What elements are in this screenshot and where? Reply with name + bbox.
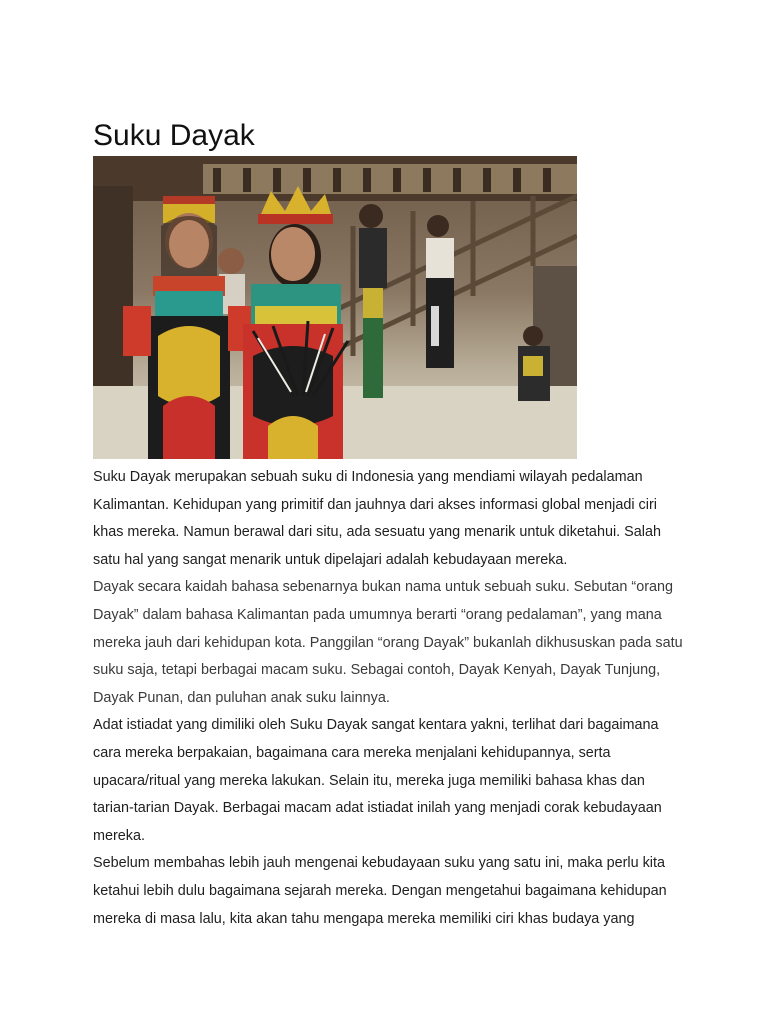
paragraph-line: Sebelum membahas lebih jauh mengenai kebudayaan suku yang satu ini, maka perlu kita bbox=[93, 855, 665, 872]
paragraph-line: khas mereka. Namun berawal dari situ, ada sesuatu yang menarik untuk diketahui. Salah bbox=[93, 524, 661, 541]
dayak-children-photo bbox=[93, 156, 577, 459]
paragraph-3 bbox=[93, 712, 693, 850]
paragraph-line: mereka di masa lalu, kita akan tahu mengapa mereka memiliki ciri khas budaya yang bbox=[93, 910, 635, 927]
paragraph-4 bbox=[93, 850, 693, 933]
paragraph-line: Dayak secara kaidah bahasa sebenarnya bukan nama untuk sebuah suku. Sebutan “orang bbox=[93, 579, 674, 596]
paragraph-line: Dayak” dalam bahasa Kalimantan pada umumnya berarti “orang pedalaman”, yang mana bbox=[93, 606, 662, 623]
paragraph-line: Kalimantan. Kehidupan yang primitif dan jauhnya dari akses informasi global menjadi ciri bbox=[93, 496, 657, 513]
paragraph-line: suku saja, tetapi berbagai macam suku. Sebagai contoh, Dayak Kenyah, Dayak Tunjung, bbox=[93, 662, 661, 679]
paragraph-line: mereka. bbox=[93, 827, 145, 844]
document-title: Suku Dayak bbox=[93, 119, 255, 152]
paragraph-line: tarian-tarian Dayak. Berbagai macam adat istiadat inilah yang menjadi corak kebudayaan bbox=[93, 800, 662, 817]
document-page bbox=[93, 116, 693, 933]
paragraph-line: Dayak Punan, dan puluhan anak suku lainnya. bbox=[93, 689, 390, 706]
paragraph-line: satu hal yang sangat menarik untuk dipelajari adalah kebudayaan mereka. bbox=[93, 551, 568, 568]
paragraph-line: Suku Dayak merupakan sebuah suku di Indonesia yang mendiami wilayah pedalaman bbox=[93, 469, 643, 485]
paragraph-line: Adat istiadat yang dimiliki oleh Suku Dayak sangat kentara yakni, terlihat dari bagaimana bbox=[93, 717, 659, 734]
paragraph-2 bbox=[93, 574, 693, 712]
paragraph-line: ketahui lebih dulu bagaimana sejarah mereka. Dengan mengetahui bagaimana kehidupan bbox=[93, 882, 667, 899]
paragraph-line: mereka jauh dari kehidupan kota. Panggilan “orang Dayak” bukanlah dikhususkan pada satu bbox=[93, 634, 683, 651]
paragraph-1 bbox=[93, 464, 693, 574]
paragraph-line: upacara/ritual yang mereka lakukan. Selain itu, mereka juga memiliki bahasa khas dan bbox=[93, 772, 645, 789]
paragraph-line: cara mereka berpakaian, bagaimana cara mereka menjalani kehidupannya, serta bbox=[93, 744, 611, 761]
